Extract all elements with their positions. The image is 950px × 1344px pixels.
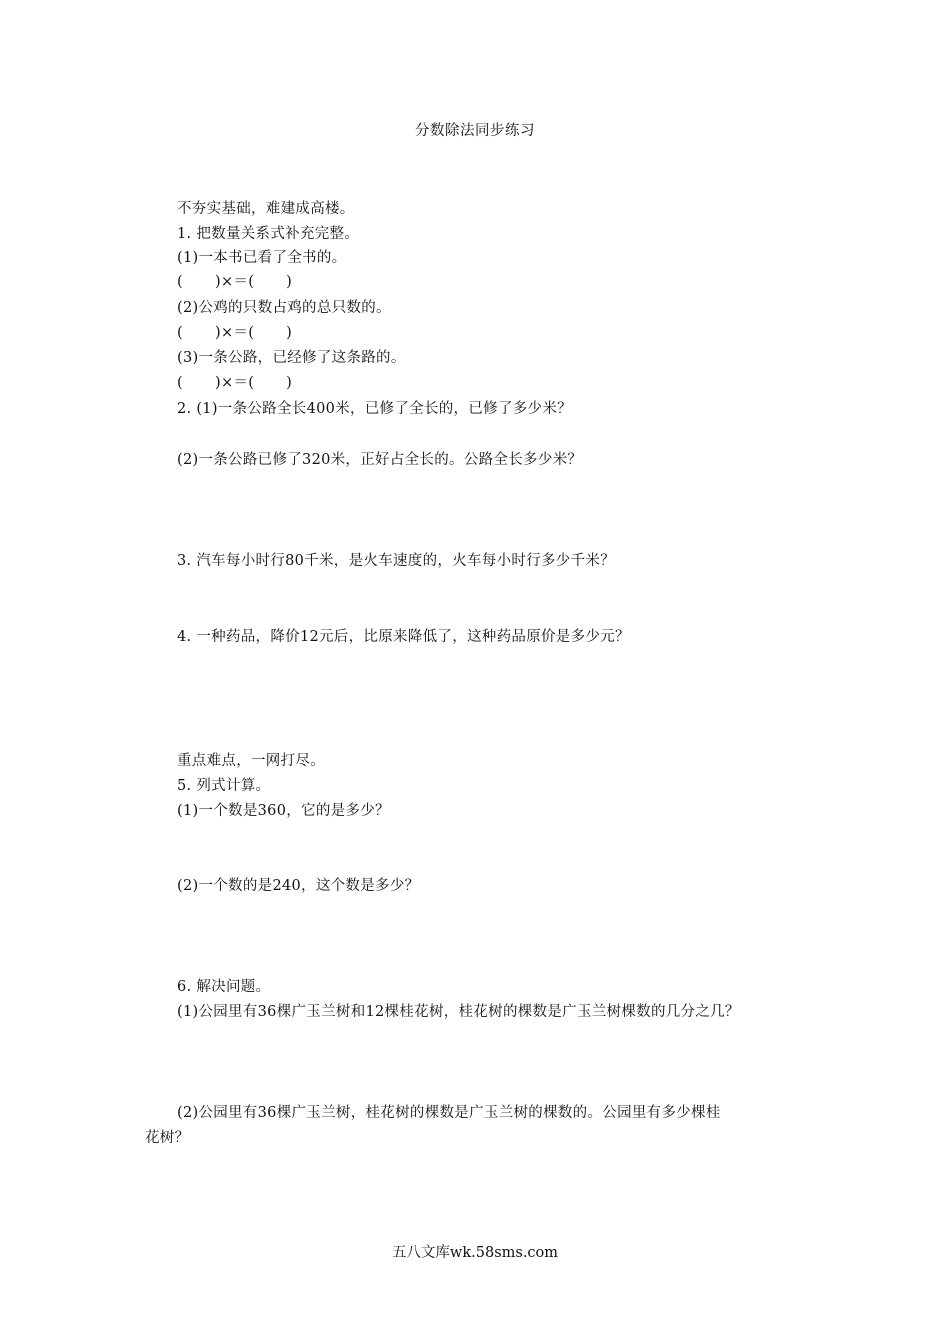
times-sign: × bbox=[220, 325, 234, 341]
section-heading-key-points: 重点难点，一网打尽。 bbox=[177, 753, 325, 769]
q3: 3. 汽车每小时行80千米，是火车速度的，火车每小时行多少千米？ bbox=[177, 553, 615, 569]
q6-part1: (1)公园里有36棵广玉兰树和12棵桂花树，桂花树的棵数是广玉兰树棵数的几分之几？ bbox=[177, 1004, 740, 1020]
paren-open: ( bbox=[248, 274, 255, 290]
q1-part2: (2)公鸡的只数占鸡的总只数的。 bbox=[177, 300, 391, 316]
q2-part2: (2)一条公路已修了320米，正好占全长的。公路全长多少米？ bbox=[177, 452, 583, 468]
q4: 4. 一种药品，降价12元后，比原来降低了，这种药品原价是多少元？ bbox=[177, 629, 630, 645]
q6-part2-line2: 花树？ bbox=[145, 1130, 190, 1146]
q5-stem: 5. 列式计算。 bbox=[177, 778, 271, 794]
equals-sign: ＝ bbox=[233, 325, 249, 341]
paren-open: ( bbox=[248, 325, 255, 341]
times-sign: × bbox=[220, 375, 234, 391]
paren-open: ( bbox=[177, 325, 183, 341]
paren-close: ) bbox=[214, 274, 221, 290]
q5-part2: (2)一个数的是240，这个数是多少？ bbox=[177, 878, 420, 894]
page-title: 分数除法同步练习 bbox=[415, 123, 535, 139]
equals-sign: ＝ bbox=[233, 375, 249, 391]
q1-part1-equation bbox=[177, 272, 292, 292]
q1-stem: 1. 把数量关系式补充完整。 bbox=[177, 226, 360, 242]
paren-open: ( bbox=[177, 375, 183, 391]
footer-watermark: 五八文库wk.58sms.com bbox=[391, 1245, 559, 1261]
times-sign: × bbox=[220, 274, 234, 290]
q1-part3-equation bbox=[177, 373, 292, 393]
paren-close: ) bbox=[214, 325, 221, 341]
q1-part1: (1)一本书已看了全书的。 bbox=[177, 250, 347, 266]
paren-close: ) bbox=[286, 274, 293, 290]
q1-part3: (3)一条公路，已经修了这条路的。 bbox=[177, 350, 406, 366]
paren-open: ( bbox=[177, 274, 183, 290]
q6-part2-line1: (2)公园里有36棵广玉兰树，桂花树的棵数是广玉兰树的棵数的。公园里有多少棵桂 bbox=[177, 1105, 721, 1121]
paren-close: ) bbox=[286, 325, 293, 341]
paren-open: ( bbox=[248, 375, 255, 391]
equals-sign: ＝ bbox=[233, 274, 249, 290]
section-heading-basics: 不夯实基础，难建成高楼。 bbox=[177, 201, 355, 217]
paren-close: ) bbox=[286, 375, 293, 391]
q5-part1: (1)一个数是360，它的是多少？ bbox=[177, 803, 390, 819]
q2-part1: 2. (1)一条公路全长400米，已修了全长的，已修了多少米？ bbox=[177, 401, 572, 417]
q6-stem: 6. 解决问题。 bbox=[177, 979, 271, 995]
paren-close: ) bbox=[214, 375, 221, 391]
q1-part2-equation bbox=[177, 323, 292, 343]
